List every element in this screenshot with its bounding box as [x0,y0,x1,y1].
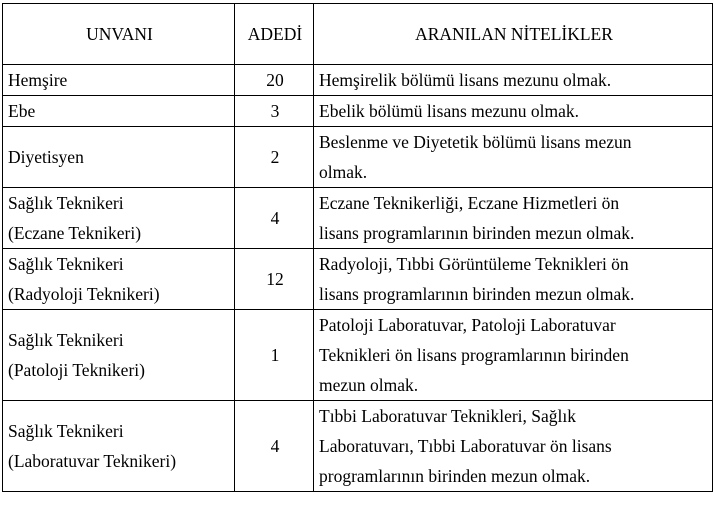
table-row [3,249,713,310]
cell-count: 2 [235,127,314,188]
header-count: ADEDİ [235,4,314,65]
table-row [3,188,713,249]
cell-title [3,96,235,127]
requirements-line: lisans programlarının birinden mezun olmak. [319,284,635,304]
cell-requirements [314,127,713,188]
title-line: Diyetisyen [8,147,84,167]
cell-title [3,65,235,96]
cell-requirements [314,188,713,249]
title-line: Ebe [8,101,36,121]
requirements-line: Hemşirelik bölümü lisans mezunu olmak. [319,70,612,90]
cell-requirements [314,96,713,127]
requirements-line: Beslenme ve Diyetetik bölümü lisans mezun [319,132,632,152]
cell-requirements [314,249,713,310]
title-line: Sağlık Teknikeri [8,254,124,274]
header-row [3,4,713,65]
table-body [3,65,713,492]
table-row [3,310,713,401]
cell-title [3,249,235,310]
cell-count: 4 [235,401,314,492]
title-line: Sağlık Teknikeri [8,193,124,213]
requirements-line: Patoloji Laboratuvar, Patoloji Laboratuvar [319,315,616,335]
cell-requirements [314,401,713,492]
cell-count: 3 [235,96,314,127]
title-line: (Laboratuvar Teknikeri) [8,451,177,471]
table-row [3,401,713,492]
cell-requirements [314,65,713,96]
requirements-line: programlarının birinden mezun olmak. [319,466,591,486]
requirements-line: Tıbbi Laboratuvar Teknikleri, Sağlık [319,406,576,426]
cell-requirements [314,310,713,401]
title-line: Hemşire [8,70,68,90]
title-line: (Patoloji Teknikeri) [8,360,145,380]
header-title: UNVANI [3,4,235,65]
cell-title [3,310,235,401]
cell-count: 12 [235,249,314,310]
requirements-line: Teknikleri ön lisans programlarının birinden [319,345,629,365]
table-row [3,127,713,188]
positions-table [2,3,713,492]
cell-count: 1 [235,310,314,401]
title-line: Sağlık Teknikeri [8,421,124,441]
cell-count: 20 [235,65,314,96]
title-line: (Radyoloji Teknikeri) [8,284,160,304]
cell-count: 4 [235,188,314,249]
requirements-line: Radyoloji, Tıbbi Görüntüleme Teknikleri ön [319,254,629,274]
title-line: (Eczane Teknikeri) [8,223,142,243]
cell-title [3,401,235,492]
title-line: Sağlık Teknikeri [8,330,124,350]
requirements-line: lisans programlarının birinden mezun olmak. [319,223,635,243]
requirements-line: mezun olmak. [319,375,419,395]
cell-title [3,127,235,188]
cell-title [3,188,235,249]
table-row [3,96,713,127]
requirements-line: Laboratuvarı, Tıbbi Laboratuvar ön lisans [319,436,612,456]
requirements-line: Eczane Teknikerliği, Eczane Hizmetleri ön [319,193,620,213]
header-requirements: ARANILAN NİTELİKLER [314,4,713,65]
table-row [3,65,713,96]
requirements-line: Ebelik bölümü lisans mezunu olmak. [319,101,580,121]
requirements-line: olmak. [319,162,368,182]
